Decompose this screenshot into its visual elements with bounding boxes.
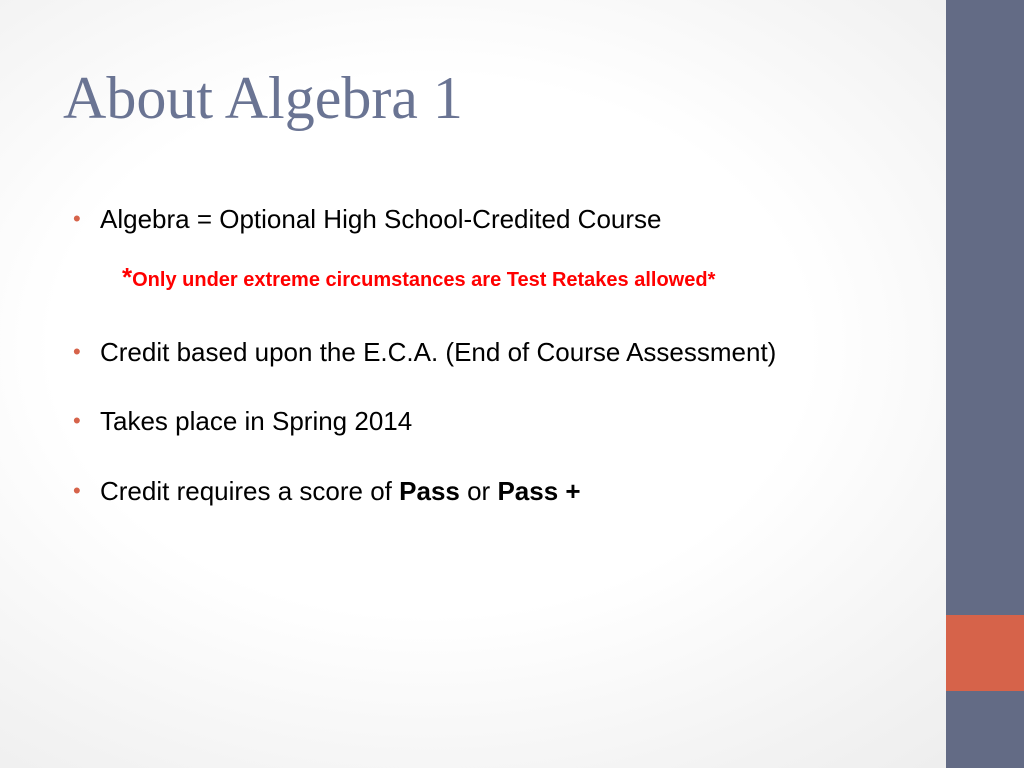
- bullet-icon: •: [73, 339, 81, 364]
- bullet-item: [73, 475, 581, 507]
- bullet-text-middle: or: [459, 476, 498, 506]
- side-accent-block: [946, 615, 1024, 691]
- bullet-text-bold: Pass +: [497, 476, 581, 506]
- bullet-text: Credit based upon the E.C.A. (End of Course Assessment): [100, 337, 777, 367]
- bullet-item: [73, 203, 661, 235]
- bullet-item: [73, 336, 776, 368]
- note-asterisk: *: [122, 262, 133, 292]
- bullet-text: Algebra = Optional High School-Credited Course: [100, 204, 662, 234]
- bullet-icon: •: [73, 408, 81, 433]
- retake-note: [122, 263, 715, 294]
- note-text: Only under extreme circumstances are Test Retakes allowed*: [132, 269, 716, 291]
- bullet-text-bold: Pass: [399, 476, 460, 506]
- bullet-item: [73, 405, 412, 437]
- bullet-icon: •: [73, 478, 81, 503]
- bullet-text-prefix: Credit requires a score of: [100, 476, 400, 506]
- bullet-text: Takes place in Spring 2014: [100, 406, 413, 436]
- bullet-icon: •: [73, 206, 81, 231]
- slide-title: About Algebra 1: [63, 65, 463, 131]
